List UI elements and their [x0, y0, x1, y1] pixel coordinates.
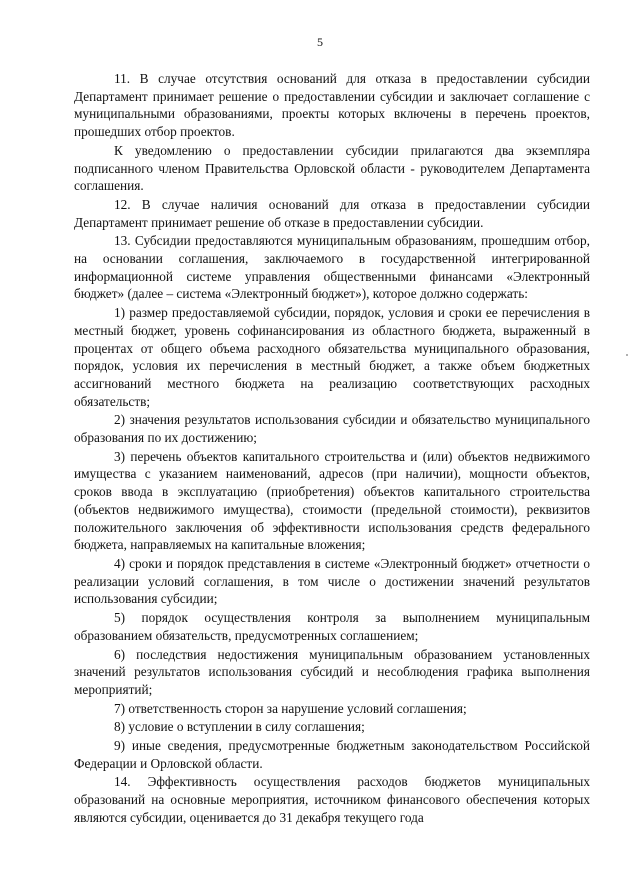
- list-item-8: 8) условие о вступлении в силу соглашения;: [114, 719, 365, 735]
- list-item-7: 7) ответственность сторон за нарушение условий соглашения;: [114, 700, 467, 716]
- list-item-6: 6) последствия недостижения муниципальным образованием установленных значений результатов использования субсидий и несоблюдения графика выполнения мероприятий;: [74, 646, 590, 697]
- list-item-4: 4) сроки и порядок представления в системе «Электронный бюджет» отчетности о реализации условий соглашения, в том числе о достижении значений результатов использования субсидии;: [74, 555, 590, 607]
- list-item-5: 5) порядок осуществления контроля за выполнением муниципальным образованием обязательств, предусмотренных соглашением;: [74, 610, 590, 643]
- page-number: 5: [317, 35, 323, 49]
- paragraph-12: 12. В случае наличия оснований для отказа в предоставлении субсидии Департамент принимает решение об отказе в предоставлении субсидии.: [74, 196, 590, 230]
- paragraph-11: 11. В случае отсутствия оснований для отказа в предоставлении субсидии Департамент принимает решение о предоставлении субсидии и заключает соглашение с муниципальными образованиями, проекты которых включены в перечень проектов, прошедших отбор проектов.: [74, 71, 590, 140]
- list-item-2: 2) значения результатов использования субсидии и обязательство муниципального образования по их достижению;: [74, 412, 590, 446]
- document-body: [74, 70, 590, 828]
- list-item-9: 9) иные сведения, предусмотренные бюджетным законодательством Российской Федерации и Орловской области.: [74, 738, 590, 771]
- paragraph-14: 14. Эффективность осуществления расходов бюджетов муниципальных образований на основные мероприятия, источником финансового обеспечения которых являются субсидии, оценивается до 31 декабря текущего года: [74, 774, 590, 825]
- list-item-1: 1) размер предоставляемой субсидии, порядок, условия и сроки ее перечисления в местный бюджет, уровень софинансирования из областного бюджета, выраженный в процентах от общего объема расходного обязательства муниципального образования, порядок, условия их перечисления в местный бюджет, а также объем бюджетных ассигнований местного бюджета на реализацию соответствующих расходных обязательств;: [74, 305, 590, 409]
- scan-mark: [626, 354, 628, 356]
- paragraph-13: 13. Субсидии предоставляются муниципальным образованиям, прошедшим отбор, на основании соглашения, заключаемого в государственной интегрированной информационной системе управления общественными финансами «Электронный бюджет» (далее – система «Электронный бюджет»), которое должно содержать:: [74, 233, 590, 302]
- list-item-3: 3) перечень объектов капитального строительства и (или) объектов недвижимого имущества с указанием наименований, адресов (при наличии), мощности объектов, сроков ввода в эксплуатацию (приобретения) объектов капитального строительства (объектов недвижимого имущества), стоимости (предельной стоимости), реквизитов положительного заключения об эффективности использования средств федерального бюджета, направляемых на капитальные вложения;: [74, 448, 590, 553]
- paragraph-notification: К уведомлению о предоставлении субсидии прилагаются два экземпляра подписанного членом Правительства Орловской области - руководителем Департамента соглашения.: [74, 142, 590, 194]
